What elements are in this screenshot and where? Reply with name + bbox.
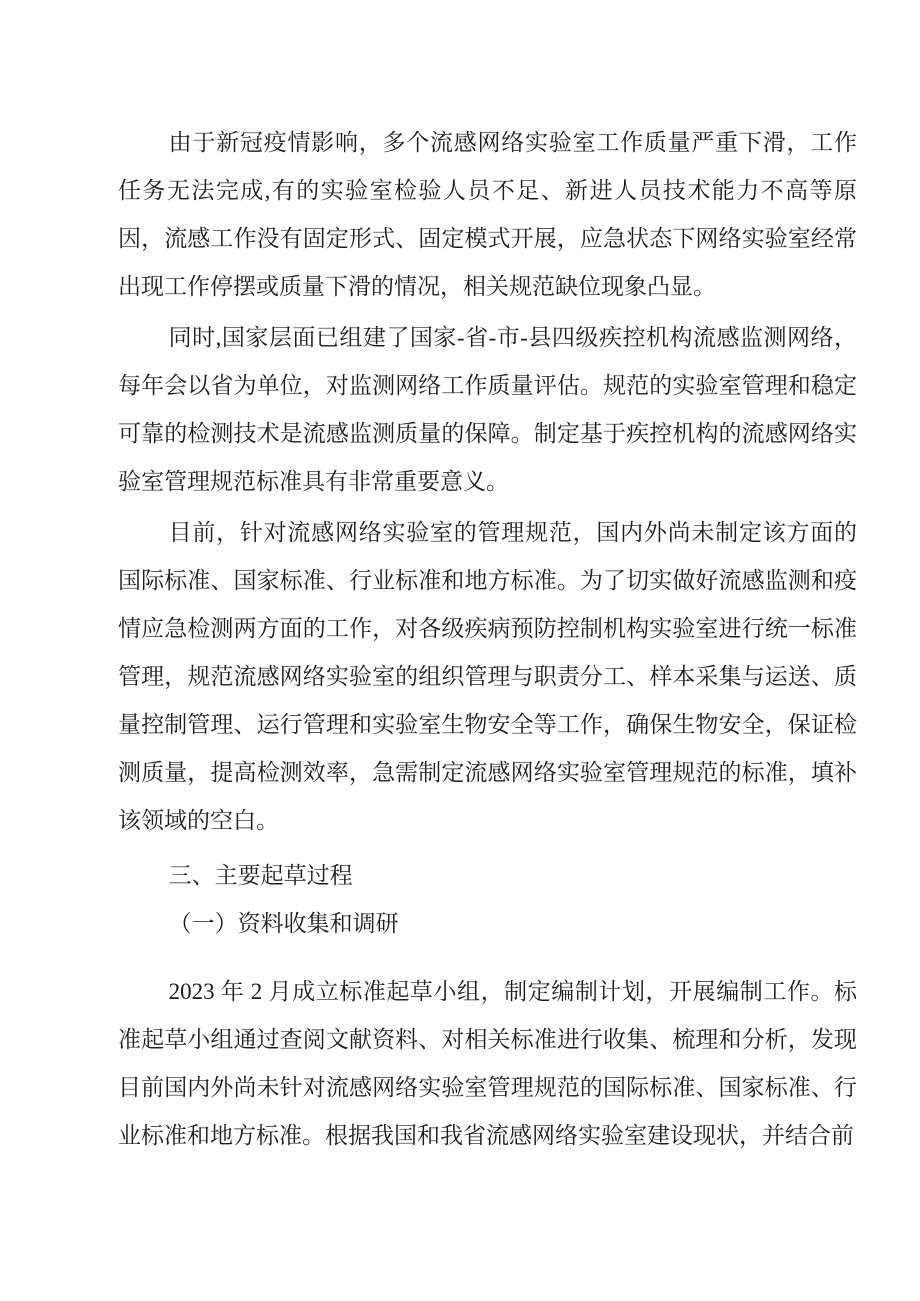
- paragraph-standard-gap: 目前，针对流感网络实验室的管理规范，国内外尚未制定该方面的国际标准、国家标准、行业标准和地方标准。为了切实做好流感监测和疫情应急检测两方面的工作，对各级疾病预防控制机构实验室进行统一标准管理，规范流感网络实验室的组织管理与职责分工、样本采集与运送、质量控制管理、运行管理和实验室生物安全等工作，确保生物安全，保证检测质量，提高检测效率，急需制定流感网络实验室管理规范的标准，填补该领域的空白。: [118, 520, 857, 833]
- section-heading-drafting-process: 三、主要起草过程: [168, 863, 353, 888]
- paragraph-drafting-group: 2023 年 2 月成立标准起草小组，制定编制计划，开展编制工作。标准起草小组通过查阅文献资料、对相关标准进行收集、梳理和分析，发现目前国内外尚未针对流感网络实验室管理规范的国际标准、国家标准、行业标准和地方标准。根据我国和我省流感网络实验室建设现状，并结合前: [118, 979, 857, 1148]
- document-content: [118, 119, 857, 1160]
- paragraph-national-network: 同时,国家层面已组建了国家-省-市-县四级疾控机构流感监测网络，每年会以省为单位，对监测网络工作质量评估。规范的实验室管理和稳定可靠的检测技术是流感监测质量的保障。制定基于疾控机构的流感网络实验室管理规范标准具有非常重要意义。: [118, 325, 857, 494]
- subsection-heading-data-collection: （一）资料收集和调研: [168, 911, 399, 936]
- paragraph-covid-impact: 由于新冠疫情影响，多个流感网络实验室工作质量严重下滑，工作任务无法完成,有的实验室检验人员不足、新进人员技术能力不高等原因，流感工作没有固定形式、固定模式开展，应急状态下网络实验室经常出现工作停摆或质量下滑的情况，相关规范缺位现象凸显。: [118, 130, 857, 299]
